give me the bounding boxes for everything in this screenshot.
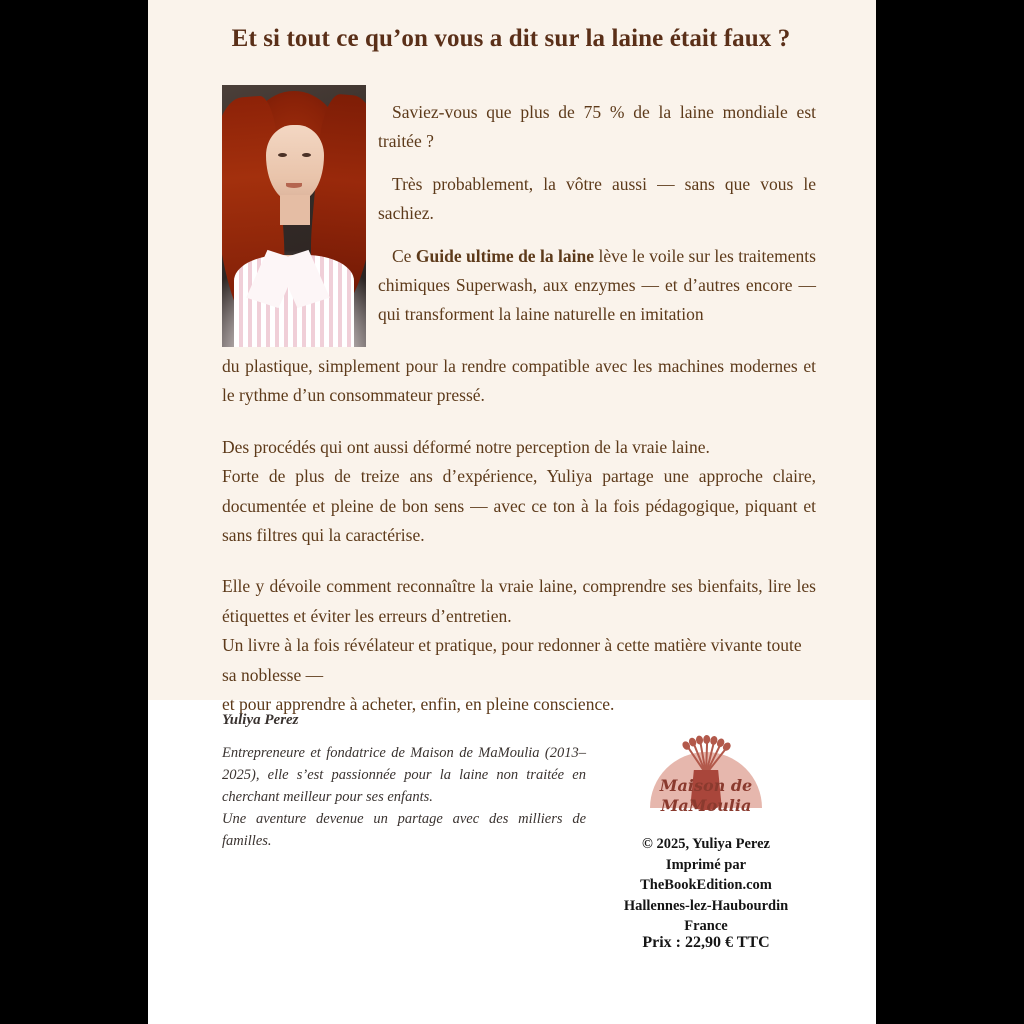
page-title: Et si tout ce qu’on vous a dit sur la laine était faux ?	[231, 25, 791, 52]
printer-name: TheBookEdition.com	[640, 877, 772, 894]
author-bio-line-1: Entrepreneure et fondatrice de Maison de MaMoulia (2013–2025), elle s’est passionnée pour la laine non traitée en cherchant meilleur pour ses enfants.	[222, 745, 586, 806]
highlight-after: lève le voile sur les traitements chimiques Superwash, aux enzymes — et d’autres encore — qui transforment la laine naturelle en imitation	[378, 245, 816, 325]
footer-section	[148, 700, 876, 1024]
photo-eye-right	[302, 153, 311, 157]
body-paragraph-1: du plastique, simplement pour la rendre compatible avec les machines modernes et le rythme d’un consommateur pressé.	[222, 356, 816, 406]
body-paragraph-2: Des procédés qui ont aussi déformé notre perception de la vraie laine.	[222, 436, 710, 457]
body-paragraph-3: Forte de plus de treize ans d’expérience, Yuliya partage une approche claire, documentée et pleine de bon sens — avec ce ton à la fois pédagogique, piquant et sans filtres qui la caractérise.	[222, 466, 816, 545]
intro-paragraph-1: Saviez-vous que plus de 75 % de la laine mondiale est traitée ?	[378, 102, 816, 152]
printer-country: France	[684, 918, 728, 935]
intro-text-column	[378, 98, 816, 343]
body-paragraph-6: et pour apprendre à acheter, enfin, en pleine conscience.	[222, 693, 615, 714]
author-bio-line-2: Une aventure devenue un partage avec des milliers de familles.	[222, 811, 586, 850]
highlight-before: Ce	[392, 245, 416, 266]
logo-text-line-2: MaMoulia	[660, 796, 752, 815]
publisher-logo	[626, 722, 786, 830]
photo-face	[266, 125, 324, 201]
imprint-block	[606, 834, 806, 937]
printed-by-label: Imprimé par	[665, 856, 747, 873]
printer-city: Hallennes-lez-Haubourdin	[623, 897, 789, 914]
intro-paragraph-2: Très probablement, la vôtre aussi — sans que vous le sachiez.	[378, 173, 816, 224]
body-paragraph-5: Un livre à la fois révélateur et pratique, pour redonner à cette matière vivante toute sa noblesse —	[222, 635, 802, 685]
logo-flowers-icon	[678, 728, 734, 774]
photo-neck	[280, 195, 310, 225]
copyright-line: © 2025, Yuliya Perez	[642, 836, 770, 852]
logo-text-line-1: Maison de	[659, 776, 753, 795]
book-back-cover	[148, 0, 876, 1024]
author-name: Yuliya Perez	[222, 712, 299, 728]
price-label: Prix : 22,90 € TTC	[642, 934, 770, 951]
author-bio	[222, 742, 586, 852]
body-text-column	[222, 352, 816, 719]
body-paragraph-4: Elle y dévoile comment reconnaître la vraie laine, comprendre ses bienfaits, lire les étiquettes et éviter les erreurs d’entretien.	[222, 576, 816, 626]
author-photo	[222, 85, 366, 347]
highlight-bold: Guide ultime de la laine	[415, 245, 595, 266]
photo-eye-left	[278, 153, 287, 157]
photo-mouth	[286, 183, 302, 188]
intro-paragraph-3	[378, 242, 816, 330]
